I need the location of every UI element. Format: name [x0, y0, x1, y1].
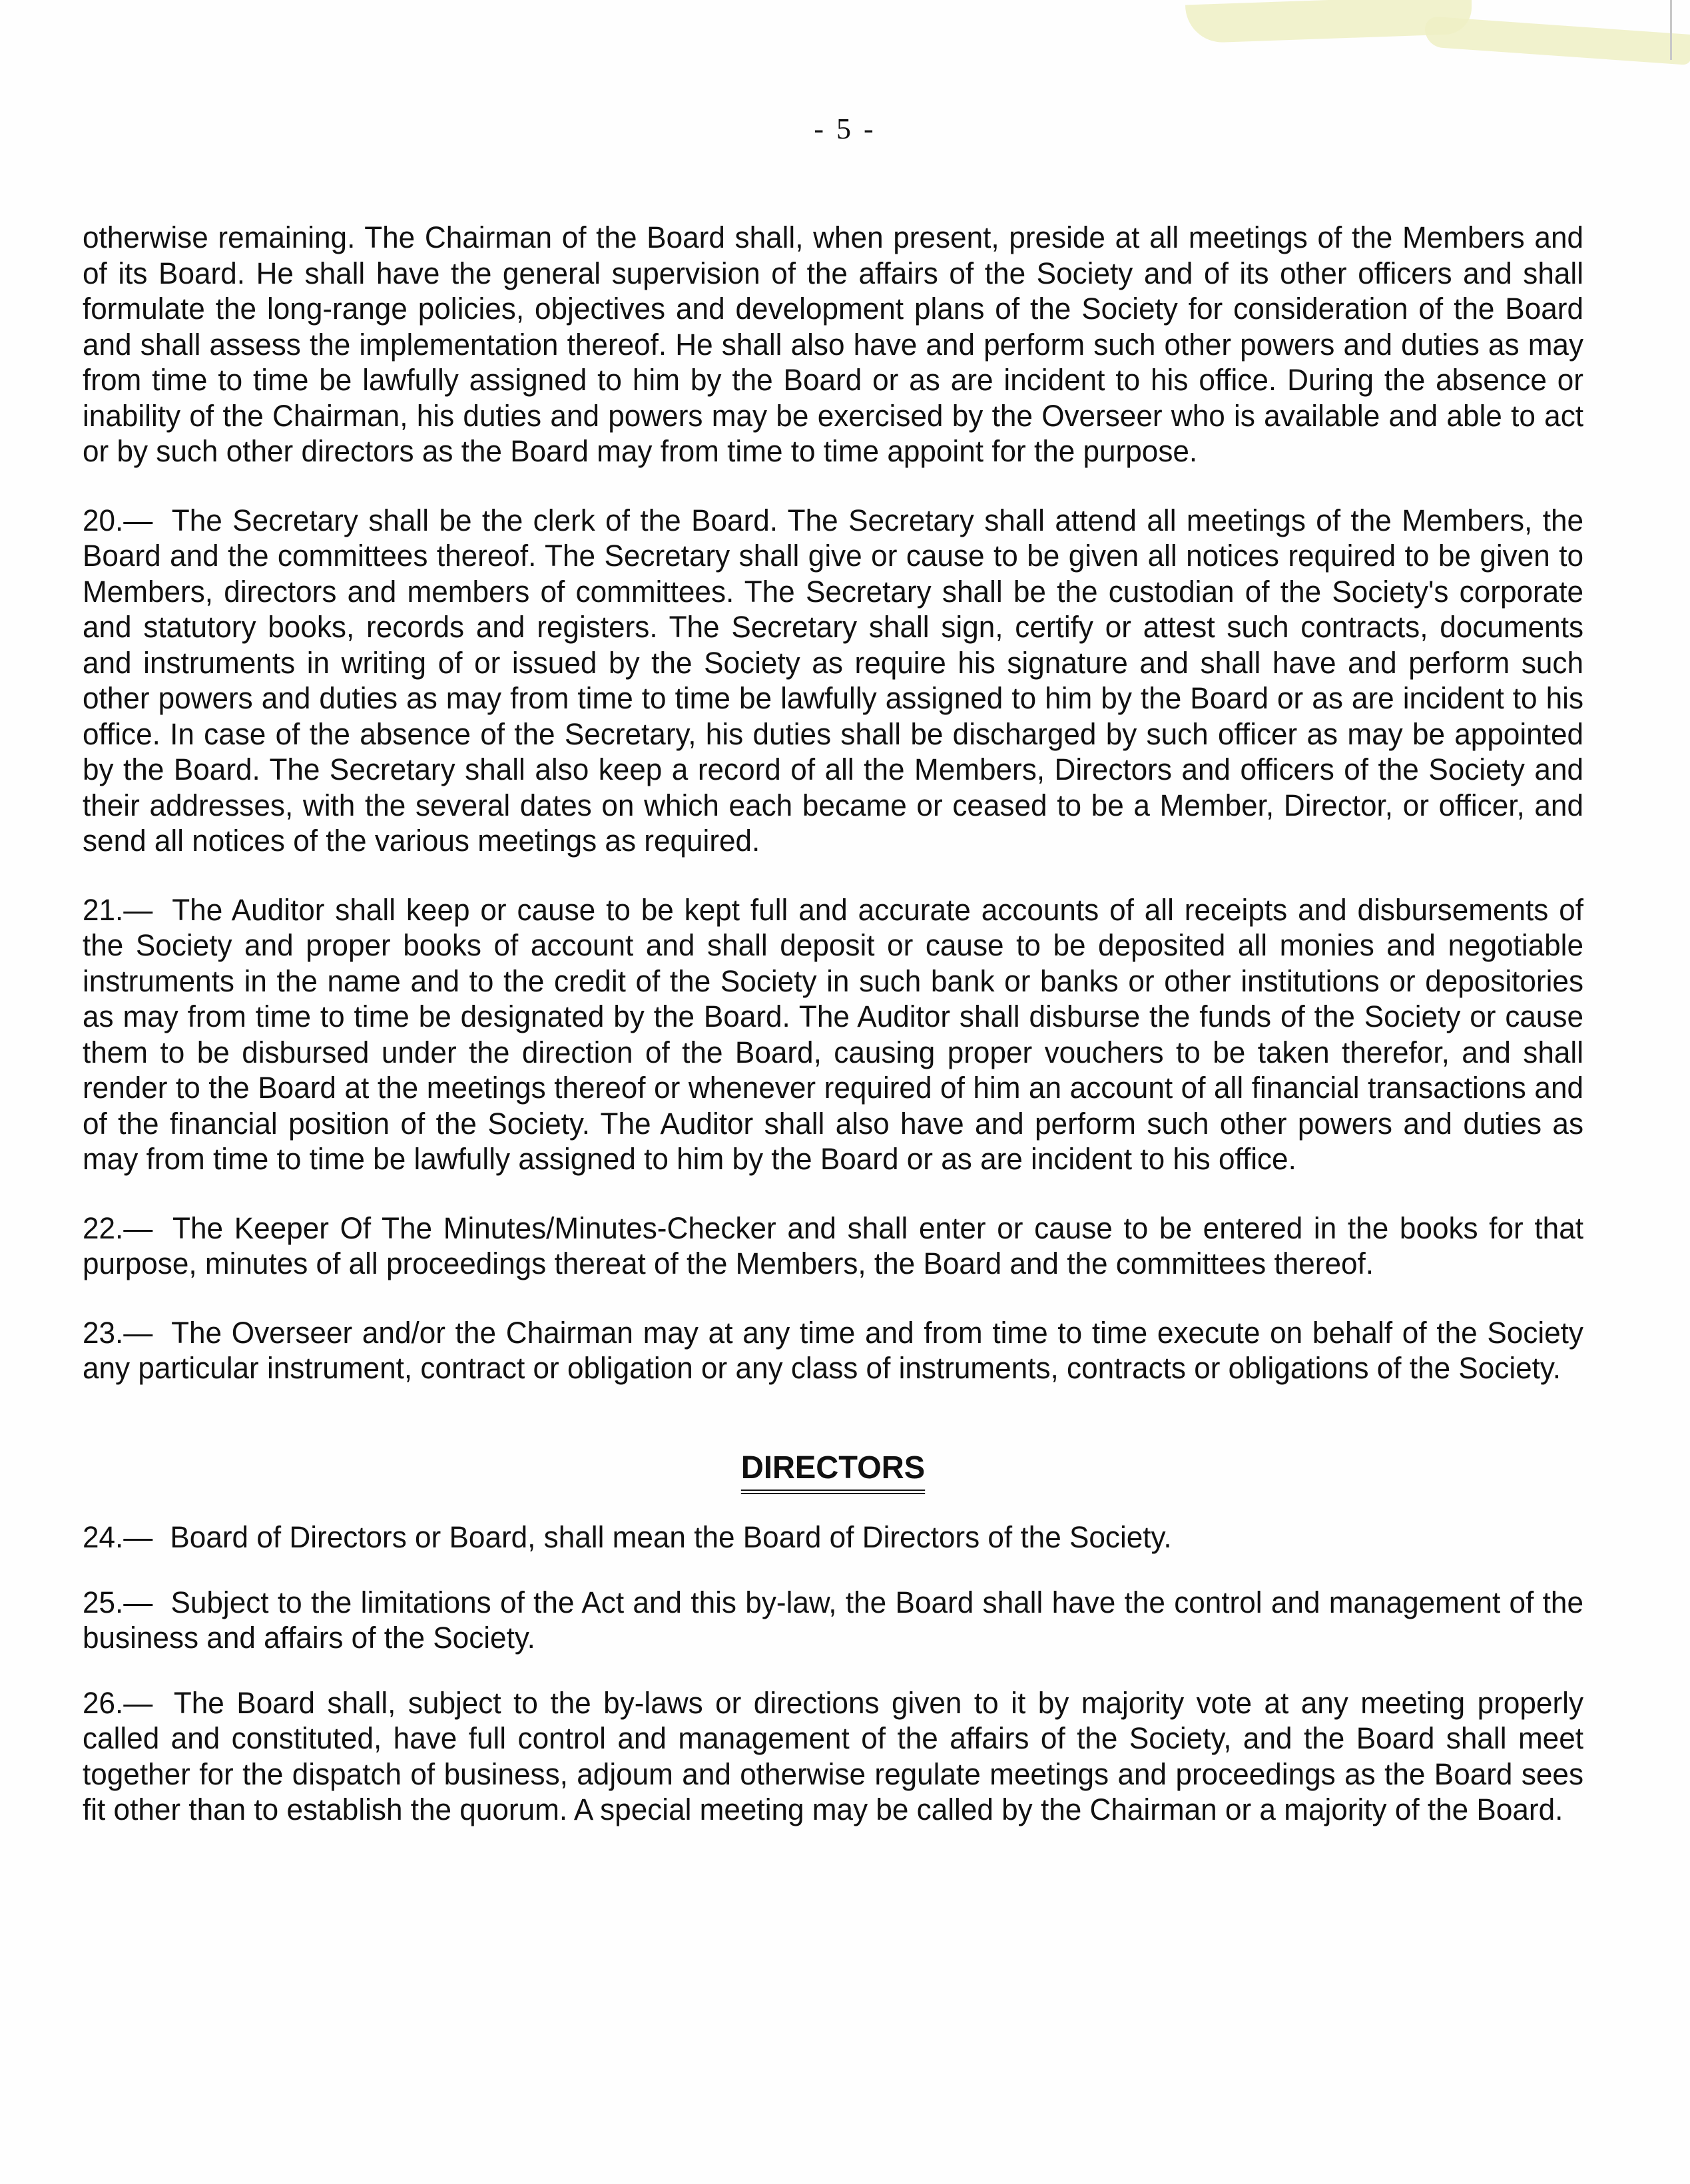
scan-edge-line — [1670, 0, 1672, 60]
page-number: - 5 - — [814, 113, 876, 145]
paragraph-text: The Auditor shall keep or cause to be kept full and accurate accounts of all receipts and disbursements of the Society and proper books of account and shall deposit or cause to be deposited all monies and negotiable instruments in the name and to the credit of the Society in such bank or banks or other institutions or depositories as may from time to time be designated by the Board. The Auditor shall disburse the funds of the Society or cause them to be disbursed under the direction of the Board, causing proper vouchers to be taken therefor, and shall render to the Board at the meetings thereof or whenever required of him an account of all financial transactions and of the financial position of the Society. The Auditor shall also have and perform such other powers and duties as may from time to time be lawfully assigned to him by the Board or as are incident to his office. — [83, 892, 1583, 1176]
paragraph-number: 23.— — [83, 1315, 153, 1350]
paragraph-22 — [83, 1211, 1583, 1282]
section-heading-text: DIRECTORS — [741, 1450, 925, 1495]
paragraph-number: 26.— — [83, 1685, 153, 1720]
paragraph-21 — [83, 892, 1583, 1177]
paragraph-24 — [83, 1519, 1583, 1555]
paragraph-text: Subject to the limitations of the Act and this by-law, the Board shall have the control and management of the business and affairs of the Society. — [83, 1585, 1583, 1655]
paragraph-number: 24.— — [83, 1520, 153, 1554]
paragraph-text: otherwise remaining. The Chairman of the Board shall, when present, preside at all meetings of the Members and of its Board. He shall have the general supervision of the affairs of the Society and of its other officers and shall formulate the long-range policies, objectives and development plans of the Society for consideration of the Board and shall assess the implementation thereof. He shall also have and perform such other powers and duties as may from time to time be lawfully assigned to him by the Board or as are incident to his office. During the absence or inability of the Chairman, his duties and powers may be exercised by the Overseer who is available and able to act or by such other directors as the Board may from time to time appoint for the purpose. — [83, 220, 1583, 468]
paragraph-23 — [83, 1315, 1583, 1386]
section-heading-directors — [83, 1450, 1583, 1495]
paragraph-text: The Overseer and/or the Chairman may at any time and from time to time execute on behalf of the Society any particular instrument, contract or obligation or any class of instruments, contracts or obligations of the Society. — [83, 1315, 1583, 1385]
paragraph-26 — [83, 1685, 1583, 1828]
paragraph-number: 22.— — [83, 1211, 153, 1245]
paragraph-number: 20.— — [83, 503, 153, 537]
paragraph-number: 25.— — [83, 1585, 153, 1619]
paragraph-text: Board of Directors or Board, shall mean the Board of Directors of the Society. — [170, 1520, 1172, 1554]
paragraph-20 — [83, 503, 1583, 859]
paragraph-25 — [83, 1585, 1583, 1656]
paragraph-continuation — [83, 220, 1583, 469]
paragraph-text: The Secretary shall be the clerk of the Board. The Secretary shall attend all meetings of the Members, the Board and the committees thereof. The Secretary shall give or cause to be given all notices required to be given to Members, directors and members of committees. The Secretary shall be the custodian of the Society's corporate and statutory books, records and registers. The Secretary shall sign, certify or attest such contracts, documents and instruments in writing of or issued by the Society as require his signature and shall have and perform such other powers and duties as may from time to time be lawfully assigned to him by the Board or as are incident to his office. In case of the absence of the Secretary, his duties shall be discharged by such officer as may be appointed by the Board. The Secretary shall also keep a record of all the Members, Directors and officers of the Society and their addresses, with the several dates on which each became or ceased to be a Member, Director, or officer, and send all notices of the various meetings as required. — [83, 503, 1583, 858]
paragraph-text: The Keeper Of The Minutes/Minutes-Checker and shall enter or cause to be entered in the books for that purpose, minutes of all proceedings thereat of the Members, the Board and the committees thereof. — [83, 1211, 1583, 1280]
scan-highlight-mark — [1425, 16, 1690, 65]
document-body — [83, 220, 1583, 1861]
paragraph-number: 21.— — [83, 892, 153, 927]
paragraph-text: The Board shall, subject to the by-laws or directions given to it by majority vote at any meeting properly called and constituted, have full control and management of the affairs of the Society, and the Board shall meet together for the dispatch of business, adjoum and otherwise regulate meetings and proceedings as the Board sees fit other than to establish the quorum. A special meeting may be called by the Chairman or a majority of the Board. — [83, 1685, 1584, 1826]
